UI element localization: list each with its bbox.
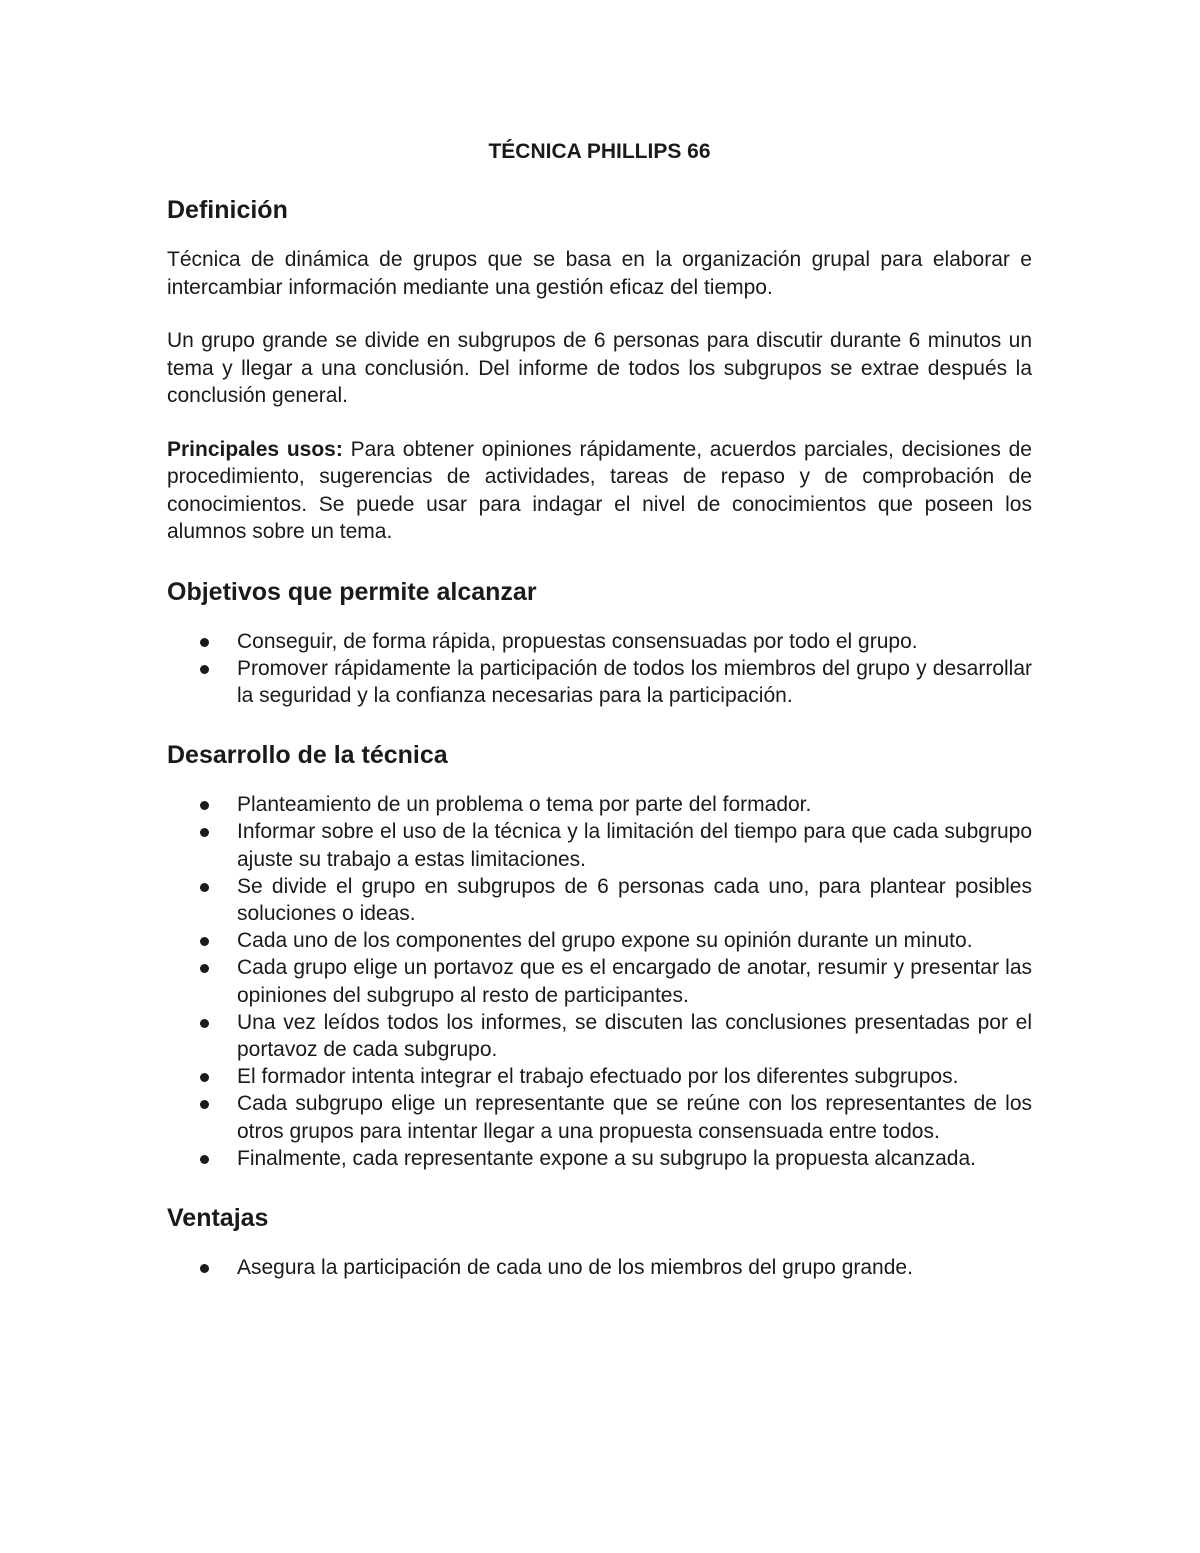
bullet-icon — [200, 665, 209, 674]
list-item: Asegura la participación de cada uno de los miembros del grupo grande. — [167, 1254, 1032, 1281]
section-heading-objetivos: Objetivos que permite alcanzar — [167, 577, 537, 606]
list-item: El formador intenta integrar el trabajo efectuado por los diferentes subgrupos. — [167, 1063, 1032, 1090]
bullet-icon — [200, 1100, 209, 1109]
list-item: Una vez leídos todos los informes, se discuten las conclusiones presentadas por el portavoz de cada subgrupo. — [167, 1009, 1032, 1063]
document-title: TÉCNICA PHILLIPS 66 — [488, 140, 711, 163]
document-page — [167, 138, 1032, 1311]
principales-usos-text: Para obtener opiniones rápidamente, acuerdos parciales, decisiones de procedimiento, sugerencias de actividades, tareas de repaso y de comprobación de conocimientos. Se puede usar para indagar el nivel de conocimientos que poseen los alumnos sobre un tema. — [167, 437, 1032, 543]
bullet-icon — [200, 1073, 209, 1082]
bullet-icon — [200, 638, 209, 647]
bullet-icon — [200, 801, 209, 810]
bullet-icon — [200, 964, 209, 973]
bullet-icon — [200, 828, 209, 837]
list-item: Informar sobre el uso de la técnica y la limitación del tiempo para que cada subgrupo ajuste su trabajo a estas limitaciones. — [167, 818, 1032, 872]
list-item: Cada uno de los componentes del grupo expone su opinión durante un minuto. — [167, 927, 1032, 954]
objetivos-list — [167, 628, 1032, 710]
bullet-icon — [200, 1155, 209, 1164]
list-item: Se divide el grupo en subgrupos de 6 personas cada uno, para plantear posibles soluciones o ideas. — [167, 873, 1032, 927]
list-item: Finalmente, cada representante expone a su subgrupo la propuesta alcanzada. — [167, 1145, 1032, 1172]
section-heading-ventajas: Ventajas — [167, 1203, 269, 1232]
principales-usos-label: Principales usos: — [167, 437, 343, 461]
bullet-icon — [200, 1264, 209, 1273]
bullet-icon — [200, 937, 209, 946]
list-item: Conseguir, de forma rápida, propuestas consensuadas por todo el grupo. — [167, 628, 1032, 655]
list-item: Cada grupo elige un portavoz que es el encargado de anotar, resumir y presentar las opiniones del subgrupo al resto de participantes. — [167, 954, 1032, 1008]
list-item: Planteamiento de un problema o tema por parte del formador. — [167, 791, 1032, 818]
section-heading-definicion: Definición — [167, 196, 288, 224]
section-heading-desarrollo: Desarrollo de la técnica — [167, 741, 448, 770]
bullet-icon — [200, 1019, 209, 1028]
definicion-paragraph-2: Un grupo grande se divide en subgrupos de 6 personas para discutir durante 6 minutos un tema y llegar a una conclusión. Del informe de todos los subgrupos se extrae después la conclusión general. — [167, 329, 1032, 407]
ventajas-list — [167, 1254, 1032, 1281]
desarrollo-list — [167, 791, 1032, 1172]
bullet-icon — [200, 883, 209, 892]
list-item: Cada subgrupo elige un representante que se reúne con los representantes de los otros grupos para intentar llegar a una propuesta consensuada entre todos. — [167, 1090, 1032, 1144]
definicion-paragraph-1: Técnica de dinámica de grupos que se basa en la organización grupal para elaborar e intercambiar información mediante una gestión eficaz del tiempo. — [167, 248, 1032, 299]
list-item: Promover rápidamente la participación de todos los miembros del grupo y desarrollar la seguridad y la confianza necesarias para la participación. — [167, 655, 1032, 709]
principales-usos-paragraph — [167, 436, 1032, 546]
